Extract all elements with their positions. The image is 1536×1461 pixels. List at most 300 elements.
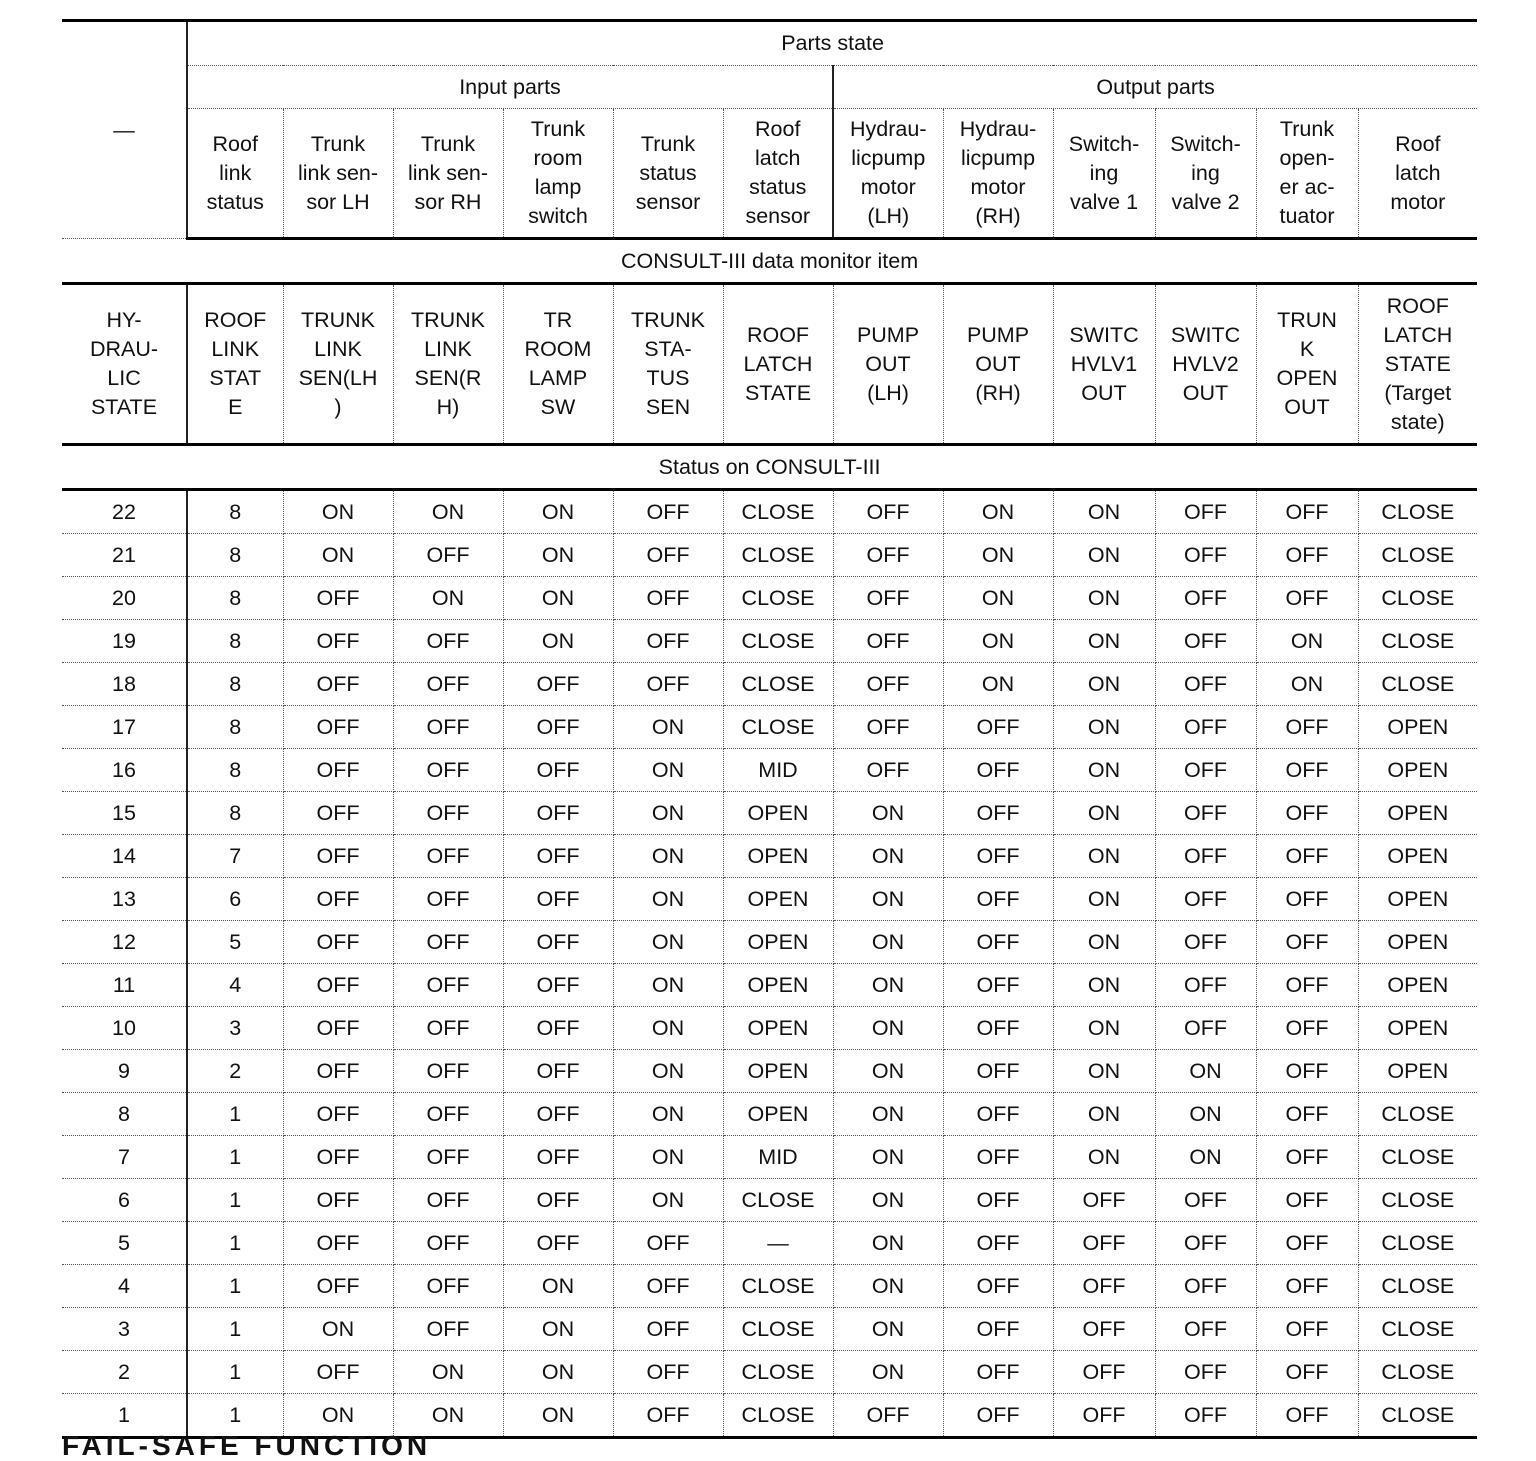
status-cell: ON [833, 1050, 943, 1093]
status-cell: MID [723, 749, 833, 792]
status-cell: CLOSE [723, 490, 833, 534]
status-cell: OFF [833, 1394, 943, 1438]
status-cell: ON [1053, 490, 1155, 534]
status-cell: — [723, 1222, 833, 1265]
status-cell: CLOSE [723, 534, 833, 577]
status-cell: 8 [187, 577, 283, 620]
status-cell: OFF [1155, 749, 1256, 792]
status-cell: OFF [1155, 534, 1256, 577]
part-name-cell: Trunk room lamp switch [503, 109, 613, 239]
status-cell: ON [943, 577, 1053, 620]
status-cell: ON [1053, 1007, 1155, 1050]
table-row [62, 1007, 1477, 1050]
status-cell: OFF [613, 663, 723, 706]
status-cell: ON [1155, 1136, 1256, 1179]
part-name-cell: Trunk status sensor [613, 109, 723, 239]
hydraulic-state-cell: 22 [62, 490, 187, 534]
status-cell: OPEN [1358, 964, 1477, 1007]
hydraulic-state-cell: 1 [62, 1394, 187, 1438]
monitor-item-cell: ROOF LINK STAT E [187, 284, 283, 445]
status-cell: 3 [187, 1007, 283, 1050]
table-row [62, 1179, 1477, 1222]
part-name-cell: Hydrau- licpump motor (LH) [833, 109, 943, 239]
status-cell: OPEN [723, 835, 833, 878]
status-cell: OFF [1155, 1308, 1256, 1351]
hydraulic-state-cell: 12 [62, 921, 187, 964]
status-cell: ON [503, 490, 613, 534]
status-cell: OFF [613, 577, 723, 620]
status-cell: OFF [1155, 964, 1256, 1007]
status-cell: ON [1053, 706, 1155, 749]
status-cell: OFF [943, 1351, 1053, 1394]
status-cell: OFF [1256, 1308, 1358, 1351]
part-name-cell: Switch- ing valve 2 [1155, 109, 1256, 239]
status-cell: OFF [1053, 1222, 1155, 1265]
status-cell: OFF [613, 620, 723, 663]
table-row [62, 1265, 1477, 1308]
status-cell: ON [613, 878, 723, 921]
status-cell: ON [503, 1265, 613, 1308]
hydraulic-state-cell: 21 [62, 534, 187, 577]
part-name-cell: Trunk link sen- sor RH [393, 109, 503, 239]
status-cell: ON [613, 792, 723, 835]
status-cell: OFF [943, 792, 1053, 835]
status-cell: 8 [187, 706, 283, 749]
status-cell: OFF [613, 1222, 723, 1265]
status-cell: OFF [1155, 577, 1256, 620]
status-cell: CLOSE [723, 706, 833, 749]
status-cell: OFF [833, 749, 943, 792]
status-cell: OFF [613, 1394, 723, 1438]
table-row [62, 706, 1477, 749]
status-cell: OPEN [1358, 921, 1477, 964]
status-cell: OFF [1256, 577, 1358, 620]
hydraulic-state-cell: 10 [62, 1007, 187, 1050]
status-cell: OPEN [723, 792, 833, 835]
status-cell: ON [503, 1308, 613, 1351]
status-cell: ON [943, 663, 1053, 706]
status-cell: OFF [1256, 921, 1358, 964]
status-cell: OFF [943, 964, 1053, 1007]
parts-state-header: Parts state [187, 21, 1477, 66]
status-cell: OFF [943, 706, 1053, 749]
status-cell: OFF [1155, 921, 1256, 964]
status-cell: CLOSE [723, 620, 833, 663]
status-cell: OFF [503, 835, 613, 878]
hydraulic-state-cell: 14 [62, 835, 187, 878]
table-row [62, 1308, 1477, 1351]
input-parts-header: Input parts [187, 66, 833, 109]
status-cell: ON [613, 749, 723, 792]
hydraulic-state-cell: 17 [62, 706, 187, 749]
status-cell: OFF [1256, 1351, 1358, 1394]
status-cell: 1 [187, 1308, 283, 1351]
status-cell: OPEN [723, 1093, 833, 1136]
status-cell: 8 [187, 792, 283, 835]
table-row [62, 1093, 1477, 1136]
status-cell: ON [833, 1308, 943, 1351]
status-cell: OFF [1256, 1265, 1358, 1308]
status-cell: OFF [1256, 1007, 1358, 1050]
status-cell: 1 [187, 1394, 283, 1438]
status-cell: OFF [943, 1050, 1053, 1093]
hydraulic-state-cell: 9 [62, 1050, 187, 1093]
status-cell: ON [393, 490, 503, 534]
status-cell: OFF [283, 1136, 393, 1179]
status-cell: OFF [943, 921, 1053, 964]
status-cell: OFF [833, 706, 943, 749]
status-cell: OPEN [723, 1050, 833, 1093]
status-cell: OFF [503, 792, 613, 835]
status-cell: OFF [943, 1265, 1053, 1308]
hydraulic-state-cell: 8 [62, 1093, 187, 1136]
status-cell: OPEN [1358, 1050, 1477, 1093]
status-cell: OFF [393, 534, 503, 577]
hydraulic-state-cell: 2 [62, 1351, 187, 1394]
status-cell: OFF [393, 921, 503, 964]
table-row [62, 1222, 1477, 1265]
status-cell: 7 [187, 835, 283, 878]
status-cell: OFF [1155, 792, 1256, 835]
status-cell: ON [1053, 1093, 1155, 1136]
status-cell: 1 [187, 1222, 283, 1265]
status-cell: 5 [187, 921, 283, 964]
status-cell: ON [503, 1351, 613, 1394]
status-cell: OFF [283, 663, 393, 706]
hydraulic-state-cell: 19 [62, 620, 187, 663]
status-cell: OFF [1256, 1136, 1358, 1179]
monitor-item-cell: PUMP OUT (LH) [833, 284, 943, 445]
status-cell: ON [613, 706, 723, 749]
hydraulic-state-cell: 13 [62, 878, 187, 921]
status-cell: OPEN [1358, 749, 1477, 792]
status-cell: ON [503, 1394, 613, 1438]
monitor-item-cell: TRUNK LINK SEN(R H) [393, 284, 503, 445]
status-cell: OFF [393, 1222, 503, 1265]
table-row [62, 1136, 1477, 1179]
monitor-item-cell: ROOF LATCH STATE (Target state) [1358, 284, 1477, 445]
status-cell: OFF [393, 1265, 503, 1308]
table-row [62, 921, 1477, 964]
status-cell: OFF [393, 706, 503, 749]
status-cell: CLOSE [1358, 1394, 1477, 1438]
status-cell: ON [503, 620, 613, 663]
status-cell: OFF [1155, 620, 1256, 663]
monitor-item-cell: TRUNK STA- TUS SEN [613, 284, 723, 445]
table-row [62, 878, 1477, 921]
output-parts-header: Output parts [833, 66, 1477, 109]
table-row [62, 792, 1477, 835]
status-cell: ON [833, 1136, 943, 1179]
status-cell: OFF [1256, 964, 1358, 1007]
status-cell: CLOSE [1358, 1308, 1477, 1351]
status-cell: OFF [283, 1007, 393, 1050]
status-cell: 8 [187, 490, 283, 534]
status-cell: OFF [1155, 1222, 1256, 1265]
part-name-cell: Roof latch motor [1358, 109, 1477, 239]
status-cell: OFF [393, 1007, 503, 1050]
status-cell: OFF [613, 1265, 723, 1308]
hydraulic-state-cell: 18 [62, 663, 187, 706]
status-cell: OPEN [1358, 878, 1477, 921]
status-cell: OFF [943, 1179, 1053, 1222]
status-cell: 1 [187, 1265, 283, 1308]
status-cell: OFF [943, 835, 1053, 878]
status-cell: CLOSE [723, 1351, 833, 1394]
status-cell: ON [283, 1394, 393, 1438]
monitor-item-cell: TR ROOM LAMP SW [503, 284, 613, 445]
part-name-cell: Roof link status [187, 109, 283, 239]
status-cell: OFF [1053, 1394, 1155, 1438]
status-cell: 1 [187, 1179, 283, 1222]
part-name-cell: Trunk link sen- sor LH [283, 109, 393, 239]
hydraulic-state-cell: 20 [62, 577, 187, 620]
table-row [62, 620, 1477, 663]
monitor-item-cell: SWITC HVLV1 OUT [1053, 284, 1155, 445]
status-cell: OFF [1155, 1265, 1256, 1308]
status-cell: OFF [1256, 1093, 1358, 1136]
status-cell: ON [1053, 921, 1155, 964]
status-cell: ON [1256, 620, 1358, 663]
status-cell: OFF [393, 1179, 503, 1222]
status-cell: ON [943, 620, 1053, 663]
status-cell: OFF [503, 1179, 613, 1222]
status-cell: OFF [283, 706, 393, 749]
status-cell: OFF [943, 1308, 1053, 1351]
monitor-item-cell: ROOF LATCH STATE [723, 284, 833, 445]
status-cell: OFF [393, 964, 503, 1007]
status-cell: CLOSE [723, 1308, 833, 1351]
status-cell: 8 [187, 663, 283, 706]
status-cell: OFF [283, 620, 393, 663]
status-cell: OFF [503, 921, 613, 964]
status-cell: ON [613, 1179, 723, 1222]
status-cell: OFF [1256, 534, 1358, 577]
consult-monitor-header: CONSULT-III data monitor item [62, 239, 1477, 284]
status-cell: OPEN [723, 878, 833, 921]
status-cell: OFF [1155, 1179, 1256, 1222]
status-cell: OFF [503, 1136, 613, 1179]
status-header: Status on CONSULT-III [62, 445, 1477, 490]
status-cell: OFF [503, 749, 613, 792]
status-cell: OFF [1256, 490, 1358, 534]
status-cell: OFF [1053, 1179, 1155, 1222]
hydraulic-state-cell: 16 [62, 749, 187, 792]
status-cell: ON [833, 921, 943, 964]
status-cell: OFF [1256, 1394, 1358, 1438]
status-cell: OFF [1256, 1222, 1358, 1265]
status-cell: CLOSE [1358, 663, 1477, 706]
status-cell: OFF [503, 1093, 613, 1136]
status-cell: OFF [393, 878, 503, 921]
table-row [62, 1351, 1477, 1394]
hydraulic-state-cell: 3 [62, 1308, 187, 1351]
status-cell: CLOSE [723, 663, 833, 706]
status-cell: 8 [187, 534, 283, 577]
status-cell: CLOSE [1358, 1351, 1477, 1394]
status-cell: ON [1053, 964, 1155, 1007]
status-cell: ON [1053, 1050, 1155, 1093]
status-cell: OPEN [723, 964, 833, 1007]
status-cell: ON [833, 1007, 943, 1050]
status-cell: ON [613, 1007, 723, 1050]
status-cell: ON [1053, 620, 1155, 663]
table-row [62, 663, 1477, 706]
status-cell: CLOSE [1358, 490, 1477, 534]
table-row [62, 964, 1477, 1007]
status-cell: ON [503, 577, 613, 620]
status-cell: ON [833, 792, 943, 835]
status-cell: CLOSE [723, 1265, 833, 1308]
status-cell: OFF [283, 835, 393, 878]
status-cell: OFF [943, 1093, 1053, 1136]
next-section-heading-fragment [62, 1430, 532, 1461]
status-cell: OFF [503, 1222, 613, 1265]
status-cell: OFF [283, 1050, 393, 1093]
status-cell: CLOSE [1358, 1179, 1477, 1222]
status-cell: ON [613, 1136, 723, 1179]
status-cell: ON [613, 1050, 723, 1093]
status-cell: 8 [187, 620, 283, 663]
status-cell: ON [1053, 835, 1155, 878]
status-cell: ON [1053, 792, 1155, 835]
monitor-item-cell: HY- DRAU- LIC STATE [62, 284, 187, 445]
status-cell: CLOSE [1358, 1093, 1477, 1136]
status-cell: OFF [943, 1136, 1053, 1179]
hydraulic-state-cell: 5 [62, 1222, 187, 1265]
status-cell: OFF [1155, 663, 1256, 706]
status-cell: CLOSE [1358, 534, 1477, 577]
table-row [62, 577, 1477, 620]
status-cell: ON [833, 878, 943, 921]
part-name-cell: Hydrau- licpump motor (RH) [943, 109, 1053, 239]
status-cell: OFF [1256, 878, 1358, 921]
status-cell: 2 [187, 1050, 283, 1093]
status-cell: OFF [283, 577, 393, 620]
status-cell: OPEN [1358, 706, 1477, 749]
parts-names-row [62, 109, 1477, 239]
status-cell: ON [283, 1308, 393, 1351]
status-cell: OFF [283, 792, 393, 835]
parts-state-table [62, 19, 1477, 1439]
status-cell: OPEN [1358, 1007, 1477, 1050]
status-cell: OFF [833, 620, 943, 663]
status-cell: MID [723, 1136, 833, 1179]
status-cell: OFF [943, 878, 1053, 921]
status-cell: ON [283, 490, 393, 534]
status-cell: OFF [613, 534, 723, 577]
status-cell: OFF [283, 1265, 393, 1308]
status-cell: 8 [187, 749, 283, 792]
status-cell: 4 [187, 964, 283, 1007]
status-cell: OFF [1155, 1351, 1256, 1394]
status-cell: ON [1053, 1136, 1155, 1179]
status-cell: OFF [1155, 706, 1256, 749]
part-name-cell: Trunk open- er ac- tuator [1256, 109, 1358, 239]
table-row [62, 835, 1477, 878]
status-cell: ON [833, 1222, 943, 1265]
status-cell: CLOSE [1358, 620, 1477, 663]
status-cell: OPEN [723, 1007, 833, 1050]
status-cell: ON [283, 534, 393, 577]
status-cell: OFF [943, 1007, 1053, 1050]
status-cell: OFF [1256, 792, 1358, 835]
status-cell: OFF [393, 620, 503, 663]
status-cell: OFF [1053, 1308, 1155, 1351]
table-row [62, 1050, 1477, 1093]
status-cell: OFF [613, 490, 723, 534]
status-cell: ON [1053, 749, 1155, 792]
status-cell: OFF [503, 1007, 613, 1050]
status-cell: ON [503, 534, 613, 577]
status-cell: OPEN [1358, 835, 1477, 878]
status-cell: CLOSE [1358, 1265, 1477, 1308]
status-cell: CLOSE [1358, 577, 1477, 620]
status-cell: OFF [393, 749, 503, 792]
status-cell: OPEN [723, 921, 833, 964]
status-cell: ON [1053, 878, 1155, 921]
status-cell: OFF [283, 1351, 393, 1394]
status-cell: ON [393, 1394, 503, 1438]
status-cell: 1 [187, 1093, 283, 1136]
status-cell: CLOSE [1358, 1136, 1477, 1179]
status-cell: OFF [283, 1222, 393, 1265]
status-cell: ON [393, 1351, 503, 1394]
status-cell: CLOSE [723, 1179, 833, 1222]
status-cell: OFF [943, 749, 1053, 792]
hydraulic-state-cell: 11 [62, 964, 187, 1007]
monitor-item-cell: TRUN K OPEN OUT [1256, 284, 1358, 445]
status-cell: 6 [187, 878, 283, 921]
status-cell: OFF [503, 878, 613, 921]
status-cell: OFF [943, 1394, 1053, 1438]
status-cell: ON [833, 1351, 943, 1394]
status-cell: ON [613, 835, 723, 878]
status-cell: ON [1053, 577, 1155, 620]
status-cell: CLOSE [723, 1394, 833, 1438]
status-cell: OFF [503, 663, 613, 706]
status-cell: 1 [187, 1351, 283, 1394]
monitor-item-cell: PUMP OUT (RH) [943, 284, 1053, 445]
status-cell: OFF [503, 706, 613, 749]
status-cell: OFF [613, 1351, 723, 1394]
status-cell: ON [613, 1093, 723, 1136]
status-cell: OFF [283, 878, 393, 921]
status-cell: ON [1155, 1050, 1256, 1093]
status-cell: OFF [1053, 1351, 1155, 1394]
status-cell: OFF [283, 1179, 393, 1222]
status-cell: OFF [1155, 490, 1256, 534]
status-cell: OFF [283, 749, 393, 792]
blank-header-cell: — [62, 21, 187, 239]
status-cell: OFF [833, 490, 943, 534]
status-cell: OFF [1155, 835, 1256, 878]
status-cell: ON [1053, 534, 1155, 577]
status-cell: OFF [283, 1093, 393, 1136]
status-cell: ON [613, 964, 723, 1007]
status-cell: ON [833, 1179, 943, 1222]
monitor-item-cell: TRUNK LINK SEN(LH ) [283, 284, 393, 445]
status-cell: OFF [1053, 1265, 1155, 1308]
status-cell: OFF [1256, 1179, 1358, 1222]
status-cell: ON [393, 577, 503, 620]
status-cell: OFF [943, 1222, 1053, 1265]
status-cell: ON [833, 964, 943, 1007]
status-cell: ON [943, 490, 1053, 534]
status-cell: OFF [1256, 706, 1358, 749]
part-name-cell: Roof latch status sensor [723, 109, 833, 239]
status-cell: ON [943, 534, 1053, 577]
